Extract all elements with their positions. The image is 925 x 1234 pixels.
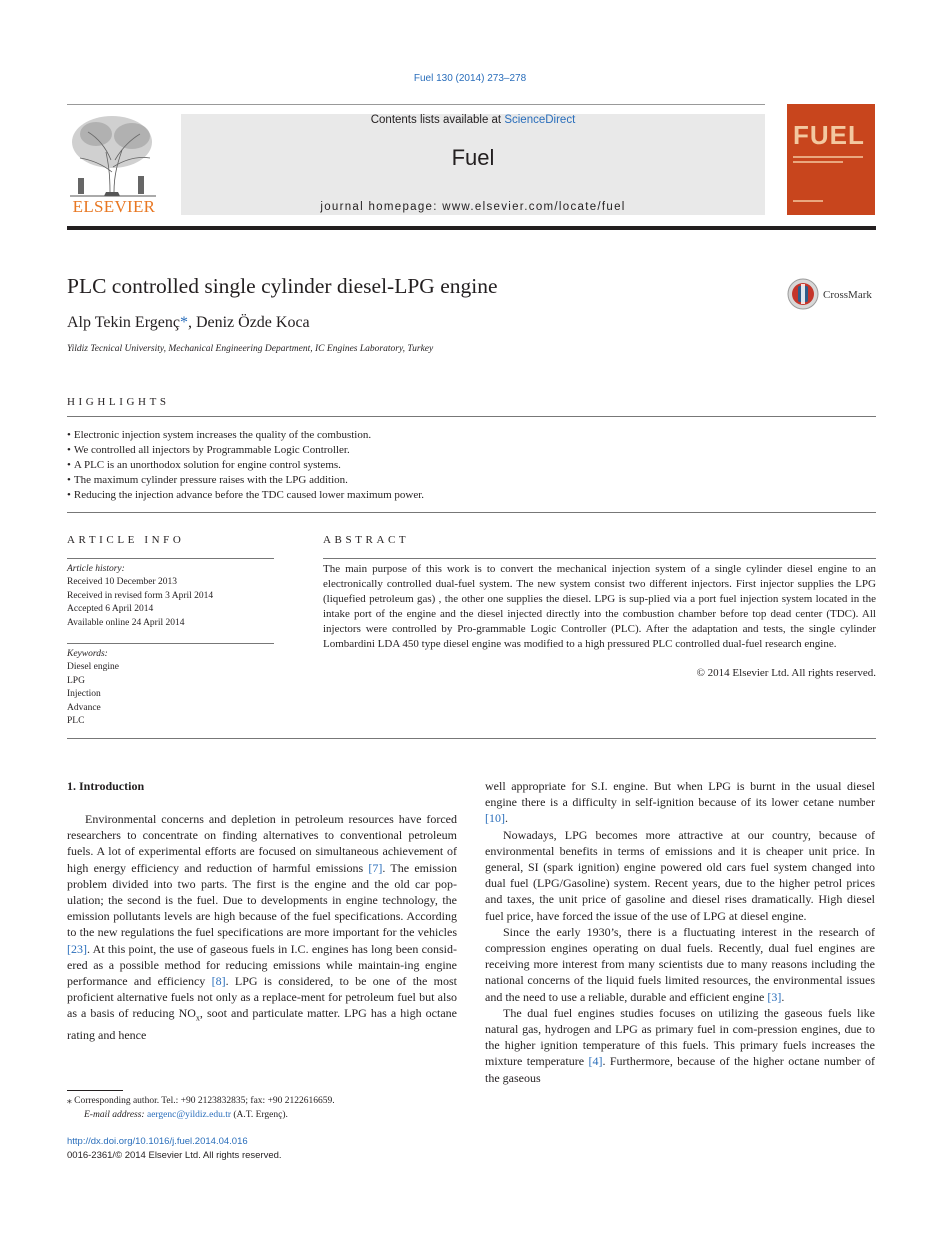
contents-line (181, 114, 765, 126)
highlight-item: • Electronic injection system increases the quality of the combustion. (67, 428, 424, 443)
revised-date: Received in revised form 3 April 2014 (67, 590, 214, 601)
highlight-item: • A PLC is an unorthodox solution for engine control systems. (67, 458, 424, 473)
citation-link[interactable]: [7] (368, 860, 383, 875)
highlight-item: • We controlled all injectors by Programmable Logic Controller. (67, 443, 424, 458)
keyword: LPG (67, 675, 85, 686)
affiliation: Yildiz Tecnical University, Mechanical Engineering Department, IC Engines Laboratory, Turkey (67, 344, 434, 354)
received-date: Received 10 December 2013 (67, 577, 177, 588)
text-run: . (505, 811, 508, 826)
cover-decoration (787, 104, 875, 215)
abstract-rule (323, 558, 876, 559)
journal-reference[interactable]: Fuel 130 (2014) 273–278 (413, 73, 527, 84)
history-label: Article history: (67, 564, 125, 574)
sciencedirect-link[interactable]: ScienceDirect (504, 114, 576, 126)
citation-link[interactable]: [10] (485, 811, 505, 826)
issn-copyright: 0016-2361/© 2014 Elsevier Ltd. All rights reserved. (67, 1150, 282, 1161)
author-separator: , (187, 314, 196, 331)
text-run: . The emission problem divided into two parts. The first is the engine and the old car pop-ulation; the second is the fuel. Due to developments in engine technology, the emission pollutants levels are high because of the fuel specifications. According to the new regulations the fuel specifications are more important for the vehicles (67, 860, 457, 940)
doi-link[interactable] (67, 1136, 248, 1147)
paragraph (485, 778, 875, 827)
footnote-marker: ⁎ (67, 1096, 72, 1106)
text-run: . At this point, the use of gaseous fuels in I.C. engines has long been consid-ered as a possible method for reducing emissions while maintain-ing engine performance and efficiency (67, 941, 457, 989)
keywords-rule (67, 643, 274, 644)
email-label: E-mail address: (84, 1110, 147, 1120)
citation-link[interactable]: [8] (211, 974, 226, 989)
text-run: , soot and particulate matter. LPG has a high octane rating and hence (67, 1006, 457, 1043)
abstract-copyright: © 2014 Elsevier Ltd. All rights reserved. (696, 667, 876, 679)
article-info-rule (67, 558, 274, 559)
abstract-heading: ABSTRACT (323, 534, 410, 546)
author-koca[interactable]: Deniz Özde Koca (195, 314, 310, 331)
abstract-body: The main purpose of this work is to convert the mechanical injection system of a single cylinder diesel engine to an electronically controlled dual-fuel system. The new system consist two different injectors. First injector supplies the LPG (liquefied petroleum gas) , the other one supplies the diesel. LPG is sup-plied via a port fuel injection system located in the intake port of the engine and the diesel injected directly into the combustion chamber before top dead center (TDC). All injectors were controlled by Pro-grammable Logic Controller (PLC). After the adaptation and tests, the single cylinder Lombardini LDA 450 type diesel engine was modified to a high pressured PLC controlled dual-fuel research engine. (323, 563, 876, 650)
section-heading-introduction: 1. Introduction (67, 779, 145, 793)
text-run: well appropriate for S.I. engine. But when LPG is burnt in the usual diesel engine there is a difficulty in self-ignition because of its lower cetane number (485, 779, 875, 810)
email-link[interactable]: aergenc@yildiz.edu.tr (146, 1110, 231, 1120)
footnote-text: Corresponding author. Tel.: +90 2123832835; fax: +90 2122616659. (71, 1096, 335, 1106)
text-run: The dual fuel engines studies focuses on utilizing the gaseous fuels like natural gas, hydrogen and LPG as primary fuel in com-pression engines, due to the higher ignition temperature of this fuels. This primary fuels increases the mixture temperature (485, 1005, 875, 1069)
abstract-bottom-rule (67, 738, 876, 739)
doi-url[interactable]: http://dx.doi.org/10.1016/j.fuel.2014.04.016 (67, 1136, 248, 1147)
online-date: Available online 24 April 2014 (67, 617, 185, 628)
elsevier-wordmark[interactable]: ELSEVIER (72, 197, 156, 216)
highlights-heading: HIGHLIGHTS (67, 396, 170, 408)
footnote-line (67, 1108, 335, 1122)
citation-link[interactable]: [23] (67, 941, 87, 956)
header-top-rule (67, 104, 765, 105)
footnote-line (67, 1094, 335, 1108)
article-title: PLC controlled single cylinder diesel-LPG engine (67, 274, 498, 298)
article-history (67, 563, 213, 630)
contents-prefix: Contents lists available at (370, 114, 505, 126)
paragraph: Nowadays, LPG becomes more attractive at our country, because of environmental benefits in terms of emissions and it is cheaper unit price. In general, SI (spark ignition) engine powered old cars fuel system changed into dual fuel (LPG/Gasoline) system. Recent years, due to the higher petrol prices and taxes, the unit price of gasoline and diesel rises dramatically. High diesel fuel price, have forced the issue of the use of LPG at diesel engine. (485, 827, 875, 923)
corresponding-author-marker[interactable]: * (179, 314, 188, 331)
subscript-x: x (195, 1013, 200, 1023)
text-run: Environmental concerns and depletion in petroleum resources have forced researchers to concentrate on finding alternatives to conventional petroleum fuels. A lot of experimental efforts are focused on simultaneous achievement of high energy efficiency and reduction of harmful emissions (67, 812, 457, 875)
corresponding-author-footnote (67, 1094, 335, 1122)
body-column-right (485, 778, 875, 1086)
keywords-block (67, 648, 119, 728)
text-run: . Furthermore, because of the higher octane number of the gaseous (485, 1054, 875, 1085)
keyword: Diesel engine (67, 662, 119, 673)
paragraph (67, 811, 457, 1043)
highlights-list (67, 428, 424, 503)
keyword: Injection (67, 689, 101, 700)
highlights-rule (67, 416, 876, 417)
article-info-heading: ARTICLE INFO (67, 534, 185, 546)
text-run: . (781, 989, 785, 1004)
paragraph (485, 1005, 875, 1086)
citation-link[interactable]: [3] (767, 989, 782, 1004)
journal-name: Fuel (451, 145, 495, 170)
body-column-left (67, 811, 457, 1043)
journal-cover-thumbnail[interactable] (787, 104, 875, 215)
accepted-date: Accepted 6 April 2014 (67, 604, 154, 615)
crossmark-label[interactable]: CrossMark (823, 289, 872, 301)
keyword: Advance (67, 702, 101, 713)
cover-title: FUEL (793, 120, 865, 150)
author-list (67, 314, 310, 332)
highlight-item: • Reducing the injection advance before the TDC caused lower maximum power. (67, 488, 424, 503)
footnote-rule (67, 1090, 123, 1091)
highlights-bottom-rule (67, 512, 876, 513)
highlight-item: • The maximum cylinder pressure raises with the LPG addition. (67, 473, 424, 488)
citation-link[interactable]: [4] (588, 1054, 603, 1069)
email-suffix: (A.T. Ergenç). (231, 1110, 288, 1120)
author-ergenc[interactable]: Alp Tekin Ergenç (67, 314, 180, 331)
text-run: Since the early 1930’s, there is a fluctuating interest in the research of compression engines operating on dual fuels. Recently, dual fuel engines are receiving more interest from many scientists due to many reasons including the national concerns of the liquid fuels limited resources, the environmental issues and the need to use a reliable, durable and efficient engine (485, 924, 875, 1004)
text-run: . LPG is considered, to be one of the most proficient alternative fuels not only as a replace-ment for petroleum fuel but also as a basis of reducing NO (67, 974, 457, 1021)
keywords-label: Keywords: (67, 649, 108, 659)
keyword: PLC (67, 716, 85, 727)
header-thick-rule (67, 226, 876, 230)
paragraph (485, 924, 875, 1005)
journal-homepage[interactable]: journal homepage: www.elsevier.com/locate/fuel (320, 201, 626, 213)
